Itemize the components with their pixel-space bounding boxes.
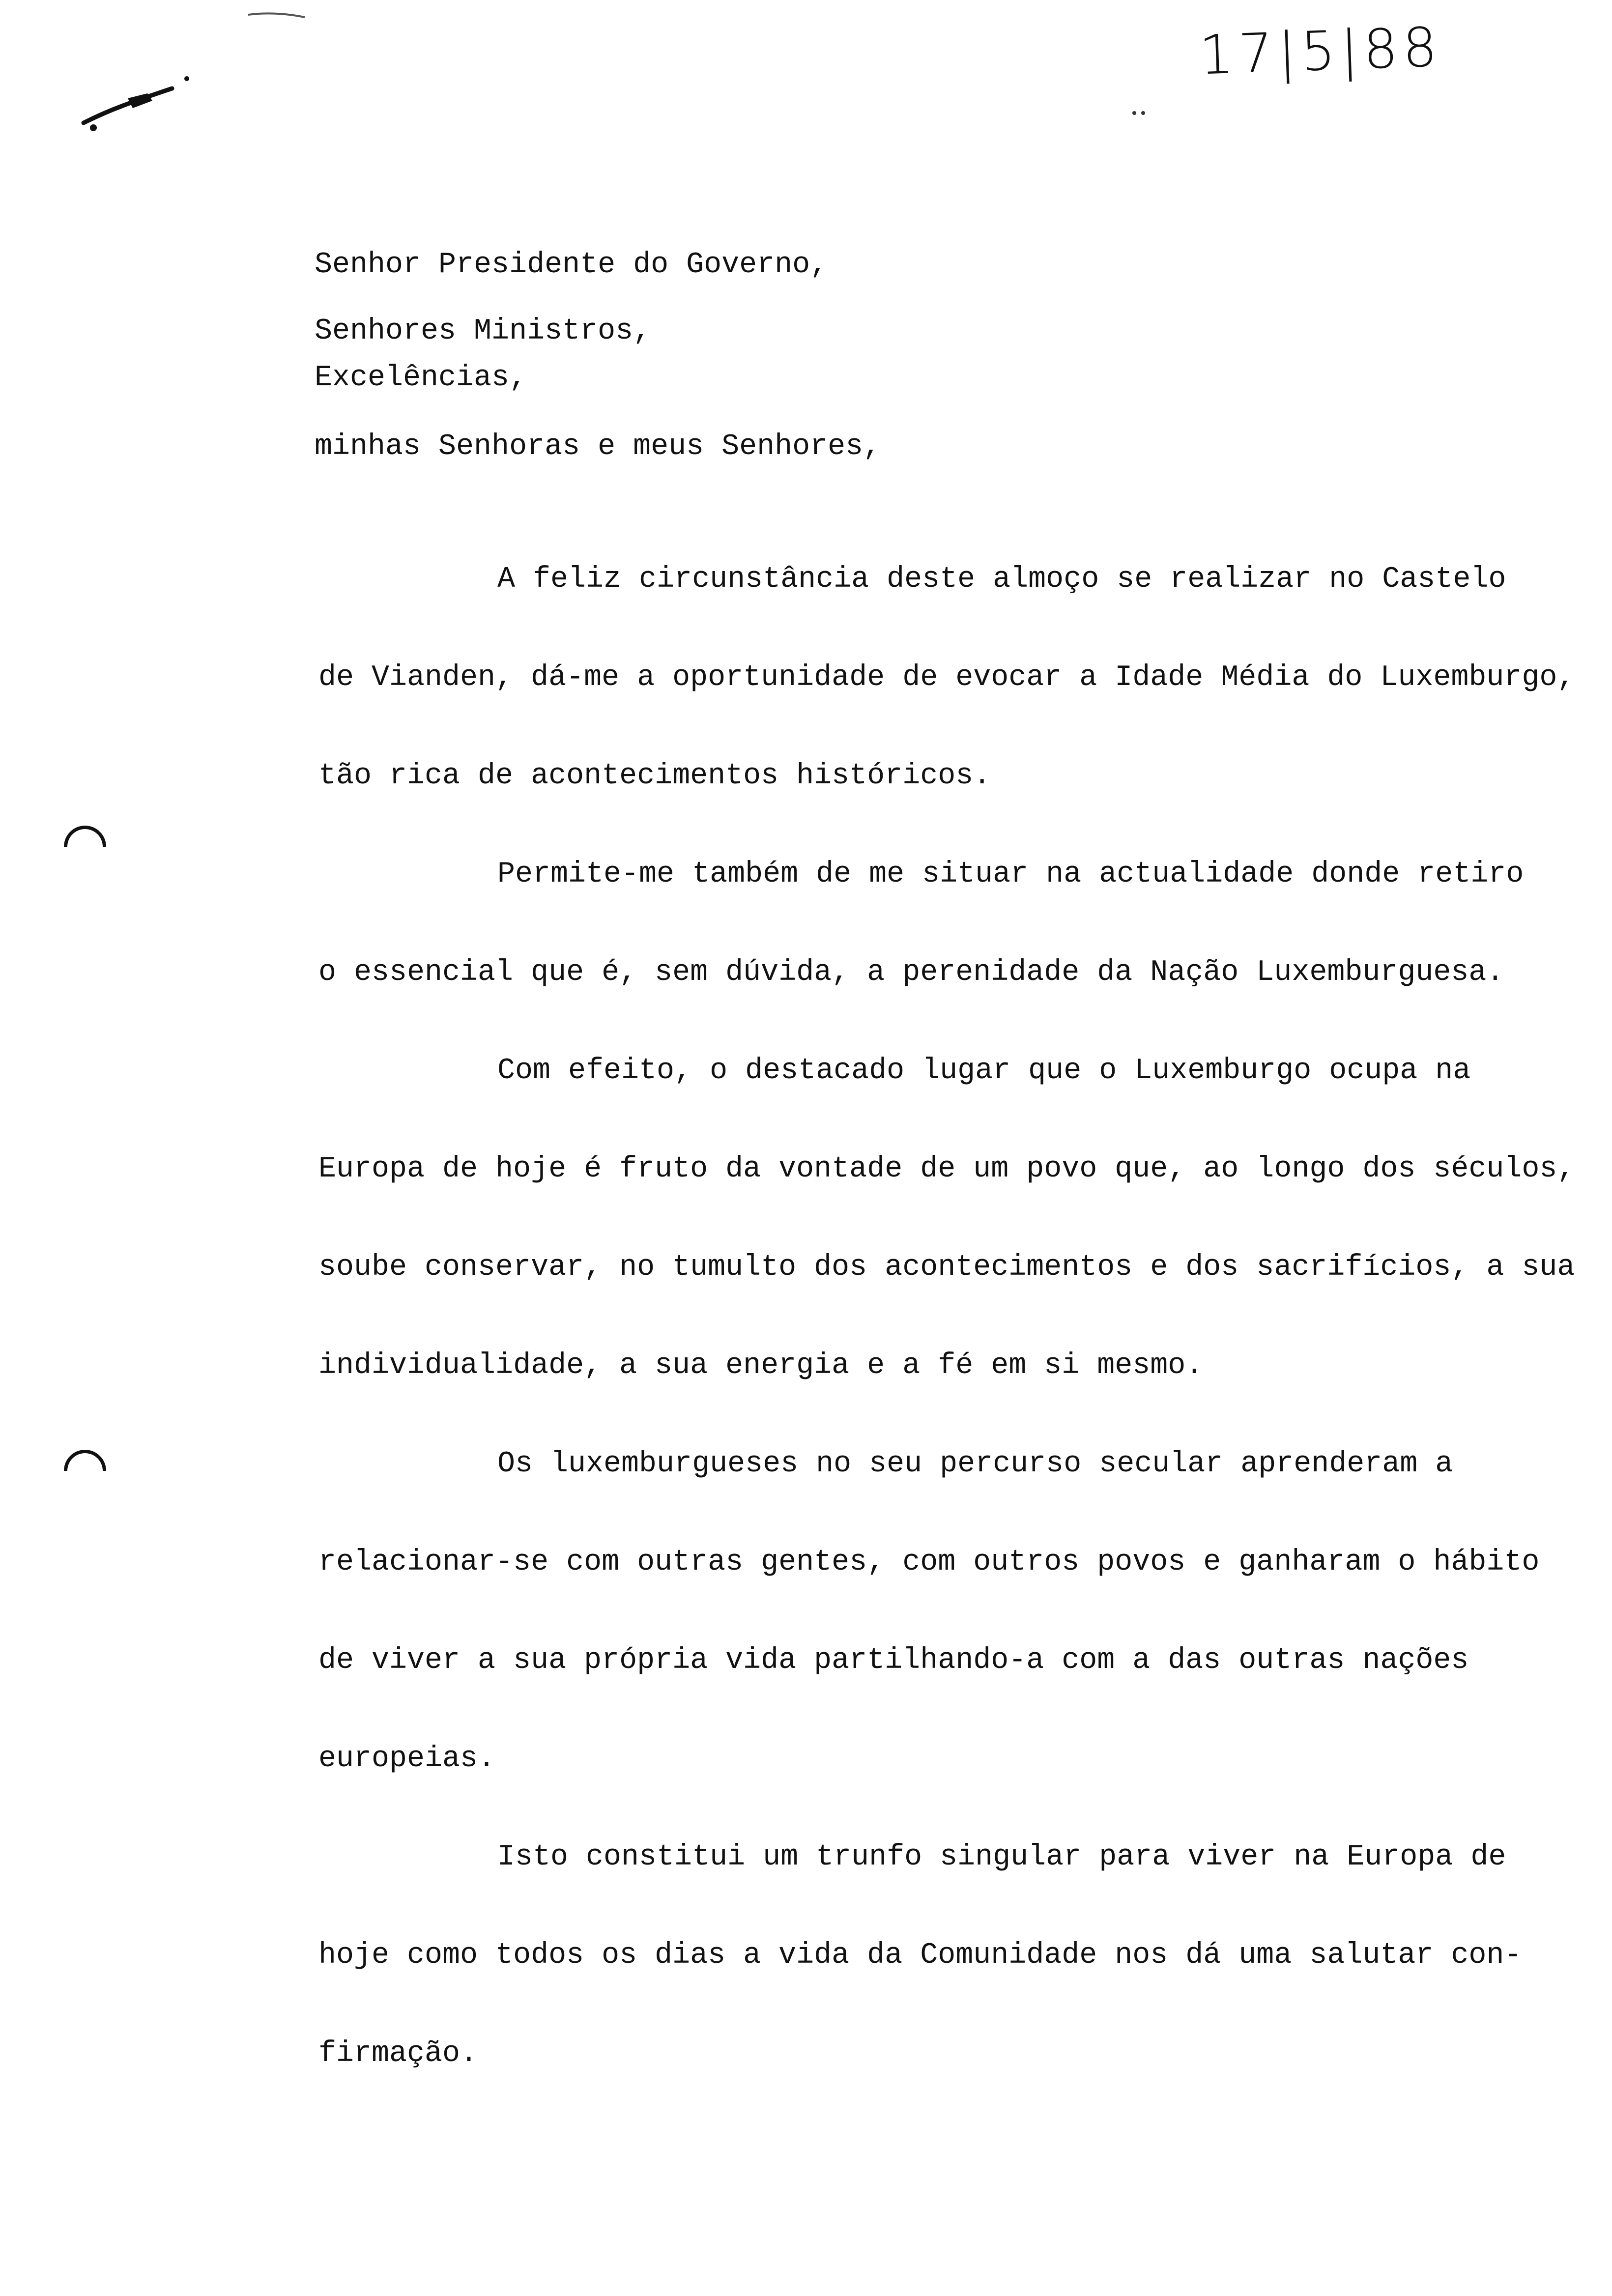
paragraph-line: Permite-me também de me situar na actualidade donde retiro — [497, 858, 1524, 891]
salutation-line: Senhores Ministros, — [315, 315, 651, 348]
paragraph-line: Os luxemburgueses no seu percurso secular aprenderam a — [497, 1447, 1453, 1481]
paragraph-line: Isto constitui um trunfo singular para viver na Europa de — [497, 1840, 1506, 1874]
punch-hole-bottom-mark — [55, 1441, 115, 1501]
paragraph-line: hoje como todos os dias a vida da Comunidade nos dá uma salutar con- — [318, 1939, 1522, 1972]
paragraph-line: o essencial que é, sem dúvida, a perenidade da Nação Luxemburguesa. — [318, 956, 1504, 989]
paragraph-line: firmação. — [318, 2037, 478, 2070]
paragraph-line: de Vianden, dá-me a oportunidade de evocar a Idade Média do Luxemburgo, — [318, 661, 1575, 694]
paragraph-line: de viver a sua própria vida partilhando-a com a das outras nações — [318, 1644, 1469, 1677]
ink-smudge-mark — [74, 59, 202, 138]
paragraph-line: Com efeito, o destacado lugar que o Luxemburgo ocupa na — [497, 1054, 1471, 1088]
paragraph-line: soube conservar, no tumulto dos acontecimentos e dos sacrifícios, a sua — [318, 1251, 1575, 1284]
paragraph-line: europeias. — [318, 1742, 496, 1776]
paragraph-line: Europa de hoje é fruto da vontade de um povo que, ao longo dos séculos, — [318, 1152, 1575, 1186]
dots-mark — [1130, 108, 1150, 118]
salutation-line: Senhor Presidente do Governo, — [315, 248, 828, 282]
handwritten-date: 17|5|88 — [1198, 15, 1443, 87]
paragraph-line: relacionar-se com outras gentes, com outros povos e ganharam o hábito — [318, 1546, 1540, 1579]
top-edge-mark — [246, 7, 324, 22]
punch-hole-top-mark — [55, 817, 115, 877]
salutation-line: minhas Senhoras e meus Senhores, — [315, 430, 881, 463]
salutation-line: Excelências, — [315, 361, 527, 395]
paragraph-line: A feliz circunstância deste almoço se realizar no Castelo — [497, 563, 1506, 596]
paragraph-line: tão rica de acontecimentos históricos. — [318, 759, 991, 793]
paragraph-line: individualidade, a sua energia e a fé em si mesmo. — [318, 1349, 1204, 1382]
